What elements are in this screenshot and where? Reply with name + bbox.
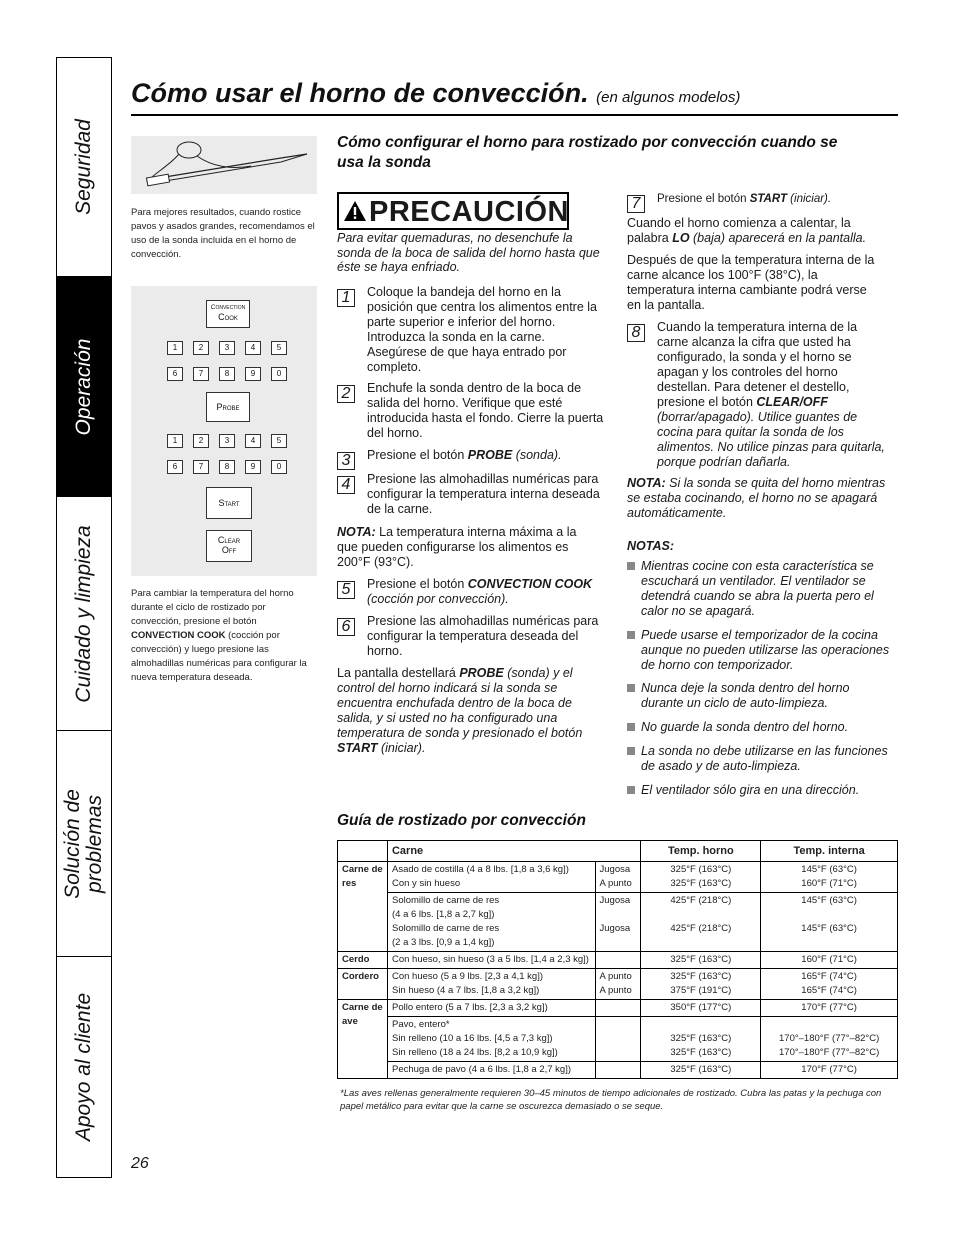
header-oven-temp: Temp. horno xyxy=(641,841,761,862)
number-key-5[interactable]: 5 xyxy=(271,434,287,448)
step-3-c: (sonda). xyxy=(512,448,562,462)
number-key-8[interactable]: 8 xyxy=(219,460,235,474)
control-panel xyxy=(131,286,317,576)
step-3-b: PROBE xyxy=(467,448,513,462)
cell-doneness: Jugosa A punto xyxy=(595,862,641,893)
convection-cook-label-1: Convection xyxy=(210,304,246,311)
probe-removed-note-text: Si la sonda se quita del horno mientras se estaba cocinando, el horno no se apagará automáticamente. xyxy=(627,476,886,520)
note-item-2: Puede usarse el temporizador de la cocina aunque no pueden utilizarse las operaciones de horno con temporizador. xyxy=(641,628,890,672)
number-key-2[interactable]: 2 xyxy=(193,341,209,355)
cell-internal: 170°F (77°C) xyxy=(761,1062,898,1079)
note-item-5: La sonda no debe utilizarse en las funciones de asado y de auto-limpieza. xyxy=(641,744,888,773)
cell-internal: 160°F (71°C) xyxy=(761,952,898,969)
probe-removed-note xyxy=(627,476,897,521)
warning-icon xyxy=(343,200,367,222)
cell-internal: 170°–180°F (77°–82°C) 170°–180°F (77°–82°C) xyxy=(761,1017,898,1062)
caution-box xyxy=(337,192,569,230)
number-key-6[interactable]: 6 xyxy=(167,460,183,474)
start-button[interactable]: Start xyxy=(206,487,252,519)
cell-doneness: A punto A punto xyxy=(595,969,641,1000)
cell-oven: 350°F (177°C) xyxy=(641,1000,761,1017)
header-empty xyxy=(338,841,388,862)
right-p1-c: (baja) aparecerá en la pantalla. xyxy=(689,231,867,245)
step-7-c: (iniciar). xyxy=(786,193,832,205)
table-row xyxy=(338,893,898,952)
tab-operacion-label: Operación xyxy=(72,338,95,435)
step-5-number: 5 xyxy=(337,581,355,599)
note-item-4: No guarde la sonda dentro del horno. xyxy=(641,720,849,734)
step-8-text xyxy=(657,320,887,470)
step-7-number: 7 xyxy=(627,195,645,213)
display-paragraph xyxy=(337,666,593,756)
cat-cordero: Cordero xyxy=(338,969,388,1000)
step-7-a: Presione el botón xyxy=(657,193,750,205)
cell-desc: Con hueso (5 a 9 lbs. [2,3 a 4,1 kg]) Sin hueso (4 a 7 lbs. [1,8 a 3,2 kg]) xyxy=(387,969,595,1000)
convection-cook-button[interactable] xyxy=(206,300,250,328)
note-item-3: Nunca deje la sonda dentro del horno durante un ciclo de auto-limpieza. xyxy=(641,681,850,710)
cell-internal: 145°F (63°C) 160°F (71°C) xyxy=(761,862,898,893)
tab-solucion[interactable] xyxy=(57,731,111,957)
tab-solucion-label: Solución de problemas xyxy=(61,788,106,899)
number-key-0[interactable]: 0 xyxy=(271,460,287,474)
display-b: PROBE xyxy=(459,666,504,680)
cell-oven: 325°F (163°C) xyxy=(641,1062,761,1079)
step-5-b: CONVECTION COOK xyxy=(467,577,593,591)
right-paragraph-1 xyxy=(627,216,895,246)
step-8-a: Cuando la temperatura interna de la carne alcanza la cifra que usted ha configurado, la sonda y el horno se apagan y los controles del horno destellan. Para detener el destello, presione el botón xyxy=(657,320,858,409)
step-4-text: Presione las almohadillas numéricas para configurar la temperatura interna deseada de la carne. xyxy=(367,472,600,516)
step-4-number: 4 xyxy=(337,476,355,494)
caution-title: PRECAUCIÓN xyxy=(369,196,569,228)
cell-oven: 325°F (163°C) 325°F (163°C) xyxy=(641,1017,761,1062)
panel-caption-a: Para cambiar la temperatura del horno durante el ciclo de rostizado por convección, presione el botón xyxy=(131,588,294,627)
right-p1-b: LO xyxy=(672,231,690,245)
table-row xyxy=(338,862,898,893)
step-7-text xyxy=(657,192,897,207)
number-key-5[interactable]: 5 xyxy=(271,341,287,355)
step-6-number: 6 xyxy=(337,618,355,636)
number-key-4[interactable]: 4 xyxy=(245,434,261,448)
number-key-4[interactable]: 4 xyxy=(245,341,261,355)
step-3-a: Presione el botón xyxy=(367,448,468,462)
number-key-3[interactable]: 3 xyxy=(219,434,235,448)
cell-oven: 325°F (163°C) 325°F (163°C) xyxy=(641,862,761,893)
number-key-7[interactable]: 7 xyxy=(193,460,209,474)
max-temp-note xyxy=(337,525,587,570)
cell-desc: Asado de costilla (4 a 8 lbs. [1,8 a 3,6 kg]) Con y sin hueso xyxy=(387,862,595,893)
step-7-b: START xyxy=(749,193,787,205)
cell-oven: 325°F (163°C) xyxy=(641,952,761,969)
step-5-text xyxy=(367,577,607,607)
number-key-2[interactable]: 2 xyxy=(193,434,209,448)
number-key-7[interactable]: 7 xyxy=(193,367,209,381)
tab-operacion[interactable] xyxy=(57,277,111,497)
page-title xyxy=(131,78,740,109)
tab-apoyo-label: Apoyo al cliente xyxy=(72,992,95,1142)
title-rule xyxy=(131,114,898,116)
number-key-6[interactable]: 6 xyxy=(167,367,183,381)
cell-doneness xyxy=(595,1062,641,1079)
table-row xyxy=(338,1000,898,1017)
section-heading: Cómo configurar el horno para rostizado por convección cuando se usa la sonda xyxy=(337,134,838,171)
page-title-subtitle: (en algunos modelos) xyxy=(596,89,741,106)
panel-caption xyxy=(131,587,317,685)
table-footnote: *Las aves rellenas generalmente requieren 30–45 minutos de tiempo adicionales de rostizado. Cubra las patas y la pechuga con papel metálico para evitar que la carne se oscurezca demasiado o se seque. xyxy=(340,1088,882,1112)
step-5-c: (cocción por convección). xyxy=(367,592,509,606)
probe-icon xyxy=(131,136,317,194)
page-title-main: Cómo usar el horno de convección. xyxy=(131,78,589,108)
display-d: START xyxy=(337,741,378,755)
step-2-number: 2 xyxy=(337,385,355,403)
guide-heading: Guía de rostizado por convección xyxy=(337,812,586,829)
cell-desc: Pavo, entero* Sin relleno (10 a 16 lbs. [4,5 a 7,3 kg]) Sin relleno (18 a 24 lbs. [8,2 a 10,9 kg]) xyxy=(387,1017,595,1062)
cell-oven: 425°F (218°C) 425°F (218°C) xyxy=(641,893,761,952)
table-row xyxy=(338,969,898,1000)
right-p1-a: Cuando el horno comienza a calentar, la palabra xyxy=(627,216,851,245)
step-1-text: Coloque la bandeja del horno en la posición que centra los alimentos entre la parte superior e inferior del horno. Introduzca la sonda en la carne. Asegúrese de que haya entrado por completo. xyxy=(367,285,597,374)
caution-text: Para evitar quemaduras, no desenchufe la sonda de la boca de salida del horno hasta que éste se haya enfriado. xyxy=(337,231,600,274)
step-8-number: 8 xyxy=(627,324,645,342)
cell-desc: Solomillo de carne de res (4 a 6 lbs. [1,8 a 2,7 kg]) Solomillo de carne de res (2 a 3 lbs. [0,9 a 1,4 kg]) xyxy=(387,893,595,952)
max-temp-note-label: NOTA: xyxy=(337,525,376,539)
cell-internal: 170°F (77°C) xyxy=(761,1000,898,1017)
clear-off-button[interactable] xyxy=(206,530,252,562)
panel-caption-c: (cocción por convección) y luego presione las almohadillas numéricas para configurar la nueva temperatura deseada. xyxy=(131,630,307,683)
off-label: Off xyxy=(221,545,237,555)
notes-heading: NOTAS: xyxy=(627,539,674,553)
number-key-3[interactable]: 3 xyxy=(219,341,235,355)
tab-apoyo[interactable] xyxy=(57,957,111,1177)
step-3-number: 3 xyxy=(337,452,355,470)
cell-doneness: Jugosa Jugosa xyxy=(595,893,641,952)
page-number: 26 xyxy=(131,1155,149,1172)
note-item-6: El ventilador sólo gira en una dirección. xyxy=(641,783,860,797)
roasting-guide-table xyxy=(337,840,898,1079)
probe-removed-note-label: NOTA: xyxy=(627,476,666,490)
header-internal-temp: Temp. interna xyxy=(761,841,898,862)
cat-res: Carne de res xyxy=(338,862,388,952)
section-tabs xyxy=(56,57,112,1178)
step-5-a: Presione el botón xyxy=(367,577,468,591)
probe-illustration xyxy=(131,136,317,194)
step-3-text xyxy=(367,448,607,463)
panel-caption-b: CONVECTION COOK xyxy=(131,630,226,641)
display-c: (sonda) y el control del horno indicará si la sonda se encuentra enchufada dentro de la boca de salida, y si usted no ha configurado una temperatura de sonda y presionado el botón xyxy=(337,666,583,740)
cell-oven: 325°F (163°C) 375°F (191°C) xyxy=(641,969,761,1000)
convection-cook-label-2: Cook xyxy=(218,312,238,322)
cell-internal: 145°F (63°C) 145°F (63°C) xyxy=(761,893,898,952)
cell-internal: 165°F (74°C) 165°F (74°C) xyxy=(761,969,898,1000)
header-meat: Carne xyxy=(387,841,640,862)
table-row xyxy=(338,952,898,969)
step-1-number: 1 xyxy=(337,289,355,307)
number-key-1[interactable]: 1 xyxy=(167,434,183,448)
max-temp-note-text: La temperatura interna máxima a la que pueden configurarse los alimentos es 200°F (93°C). xyxy=(337,525,577,569)
cell-desc: Con hueso, sin hueso (3 a 5 lbs. [1,4 a 2,3 kg]) xyxy=(387,952,595,969)
tab-seguridad-label: Seguridad xyxy=(72,119,95,215)
right-paragraph-2: Después de que la temperatura interna de la carne alcance los 100°F (38°C), la temperatura interna cambiante podrá verse en la pantalla. xyxy=(627,253,875,312)
number-key-1[interactable]: 1 xyxy=(167,341,183,355)
table-row xyxy=(338,1062,898,1079)
cell-doneness xyxy=(595,1017,641,1062)
display-e: (iniciar). xyxy=(377,741,426,755)
cell-doneness xyxy=(595,952,641,969)
step-8-b: CLEAR/OFF xyxy=(756,395,828,409)
cat-ave: Carne de ave xyxy=(338,1000,388,1079)
probe-button[interactable]: Probe xyxy=(206,392,250,422)
cell-desc: Pollo entero (5 a 7 lbs. [2,3 a 3,2 kg]) xyxy=(387,1000,595,1017)
step-6-text: Presione las almohadillas numéricas para configurar la temperatura deseada del horno. xyxy=(367,614,599,658)
probe-caption: Para mejores resultados, cuando rostice pavos y asados grandes, recomendamos el uso de la sonda incluida en el horno de convección. xyxy=(131,207,315,260)
cat-cerdo: Cerdo xyxy=(338,952,388,969)
tab-cuidado[interactable] xyxy=(57,497,111,731)
tab-seguridad[interactable] xyxy=(57,58,111,277)
clear-label: Clear xyxy=(217,535,241,545)
cell-doneness xyxy=(595,1000,641,1017)
number-key-9[interactable]: 9 xyxy=(245,367,261,381)
number-key-8[interactable]: 8 xyxy=(219,367,235,381)
table-row xyxy=(338,1017,898,1062)
number-key-0[interactable]: 0 xyxy=(271,367,287,381)
cell-desc: Pechuga de pavo (4 a 6 lbs. [1,8 a 2,7 kg]) xyxy=(387,1062,595,1079)
note-item-1: Mientras cocine con esta característica se escuchará un ventilador. El ventilador se detendrá cuando se abra la puerta pero el calor no se apagará. xyxy=(641,559,874,618)
step-2-text: Enchufe la sonda dentro de la boca de salida del horno. Verifique que esté introducida hasta el fondo. Cierre la puerta del horno. xyxy=(367,381,604,440)
display-a: La pantalla destellará xyxy=(337,666,460,680)
tab-cuidado-label: Cuidado y limpieza xyxy=(72,524,95,703)
number-key-9[interactable]: 9 xyxy=(245,460,261,474)
step-8-c: (borrar/apagado). Utilice guantes de cocina para quitar la sonda de los alimentos. No utilice pinzas para quitarla, porque podrían dañarla. xyxy=(657,410,885,469)
table-header-row xyxy=(338,841,898,862)
